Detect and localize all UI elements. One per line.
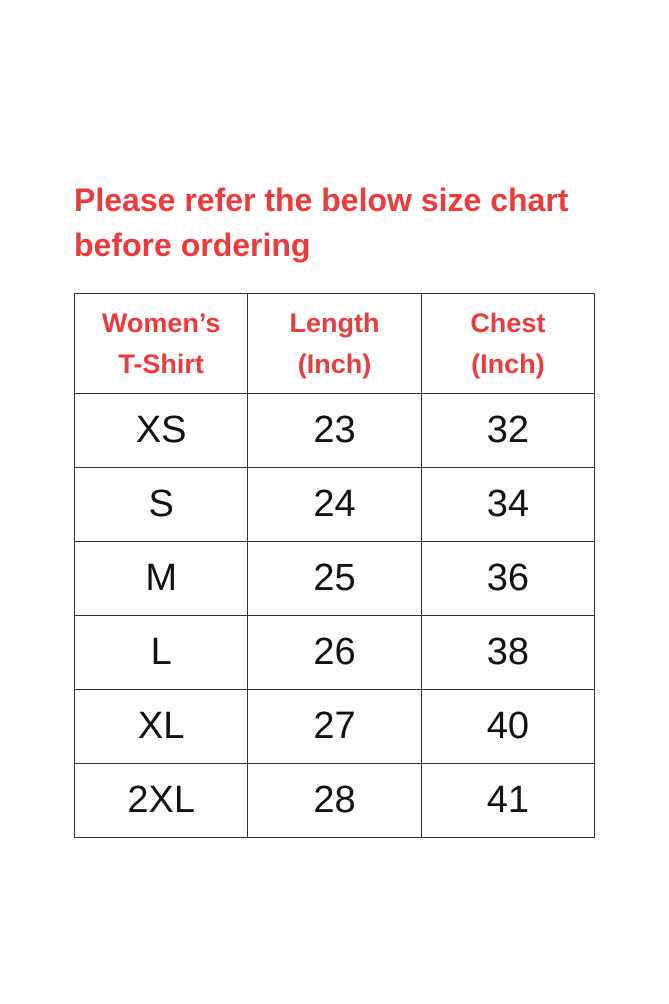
chest-cell: 38 xyxy=(421,616,594,690)
length-cell: 27 xyxy=(248,690,421,764)
header-length xyxy=(248,294,421,394)
size-cell: S xyxy=(75,468,248,542)
header-label-line-1: Women’s xyxy=(101,307,221,338)
length-cell: 26 xyxy=(248,616,421,690)
chest-cell: 41 xyxy=(421,764,594,838)
size-cell: XS xyxy=(75,394,248,468)
size-cell: XL xyxy=(75,690,248,764)
table-row xyxy=(75,690,595,764)
header-label-line-2: (Inch) xyxy=(297,348,372,379)
page-title-line-1: Please refer the below size chart xyxy=(74,182,569,218)
chest-cell: 34 xyxy=(421,468,594,542)
table-row xyxy=(75,542,595,616)
table-header-row xyxy=(75,294,595,394)
table-row xyxy=(75,394,595,468)
length-cell: 28 xyxy=(248,764,421,838)
table-row xyxy=(75,764,595,838)
table-row xyxy=(75,468,595,542)
header-womens-tshirt xyxy=(75,294,248,394)
header-chest xyxy=(421,294,594,394)
size-cell: 2XL xyxy=(75,764,248,838)
size-cell: M xyxy=(75,542,248,616)
chest-cell: 40 xyxy=(421,690,594,764)
length-cell: 23 xyxy=(248,394,421,468)
size-chart-table xyxy=(74,293,595,838)
length-cell: 25 xyxy=(248,542,421,616)
page-title-line-2: before ordering xyxy=(74,227,311,263)
header-label-line-1: Chest xyxy=(470,307,546,338)
chest-cell: 32 xyxy=(421,394,594,468)
size-cell: L xyxy=(75,616,248,690)
table-row xyxy=(75,616,595,690)
header-label-line-2: (Inch) xyxy=(471,348,545,379)
page-title xyxy=(74,178,614,268)
chest-cell: 36 xyxy=(421,542,594,616)
header-label-line-2: T-Shirt xyxy=(118,348,204,379)
header-label-line-1: Length xyxy=(289,307,380,338)
length-cell: 24 xyxy=(248,468,421,542)
